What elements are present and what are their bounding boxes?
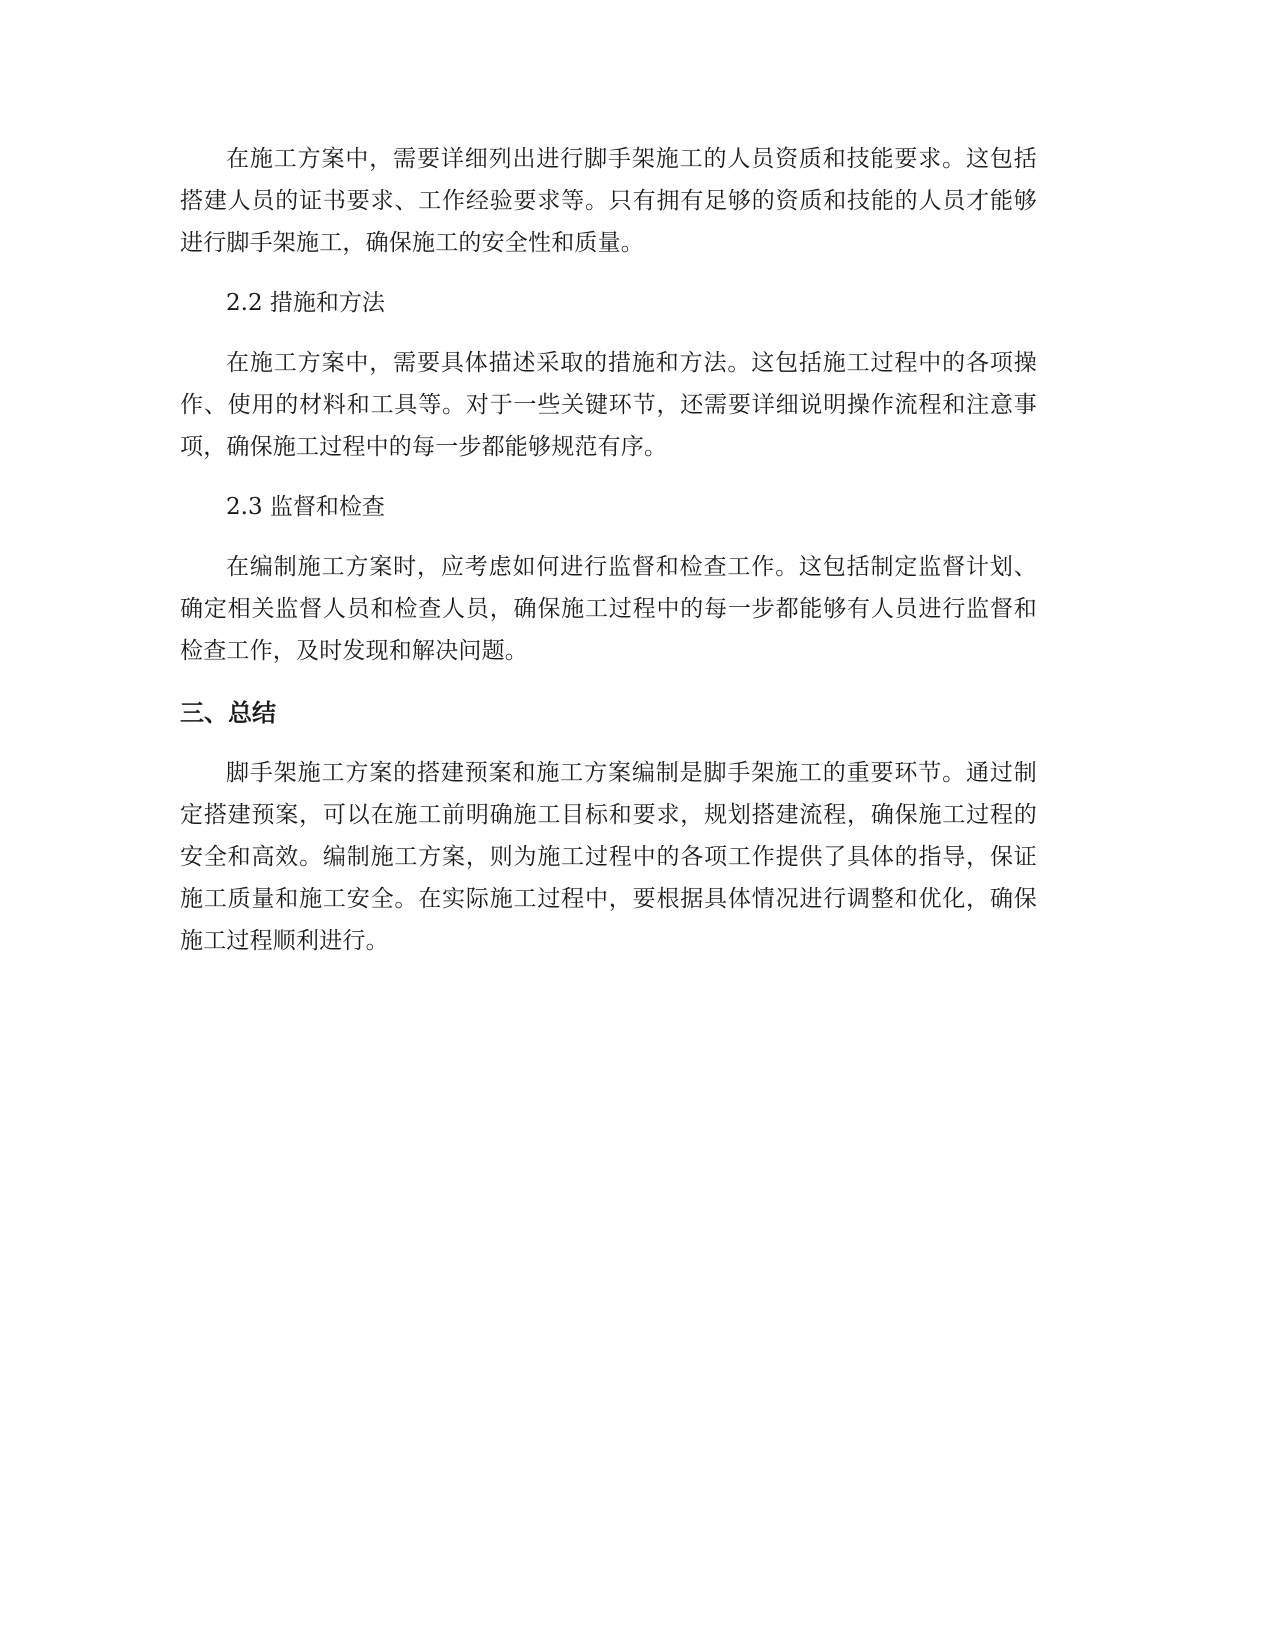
document-body bbox=[180, 138, 1037, 962]
paragraph-summary: 脚手架施工方案的搭建预案和施工方案编制是脚手架施工的重要环节。通过制定搭建预案，可以在施工前明确施工目标和要求，规划搭建流程，确保施工过程的安全和高效。编制施工方案，则为施工过程中的各项工作提供了具体的指导，保证施工质量和施工安全。在实际施工过程中，要根据具体情况进行调整和优化，确保施工过程顺利进行。 bbox=[180, 760, 1037, 954]
section-2-3-title: 2.3 监督和检查 bbox=[226, 494, 385, 520]
paragraph-supervision-inspection: 在编制施工方案时，应考虑如何进行监督和检查工作。这包括制定监督计划、确定相关监督人员和检查人员，确保施工过程中的每一步都能够有人员进行监督和检查工作，及时发现和解决问题。 bbox=[180, 554, 1037, 664]
section-2-2-title: 2.2 措施和方法 bbox=[226, 290, 385, 316]
paragraph-personnel-qualifications: 在施工方案中，需要详细列出进行脚手架施工的人员资质和技能要求。这包括搭建人员的证书要求、工作经验要求等。只有拥有足够的资质和技能的人员才能够进行脚手架施工，确保施工的安全性和质量。 bbox=[180, 146, 1037, 256]
paragraph-measures-methods: 在施工方案中，需要具体描述采取的措施和方法。这包括施工过程中的各项操作、使用的材料和工具等。对于一些关键环节，还需要详细说明操作流程和注意事项，确保施工过程中的每一步都能够规范有序。 bbox=[180, 350, 1037, 460]
section-3-title: 三、总结 bbox=[180, 699, 276, 727]
